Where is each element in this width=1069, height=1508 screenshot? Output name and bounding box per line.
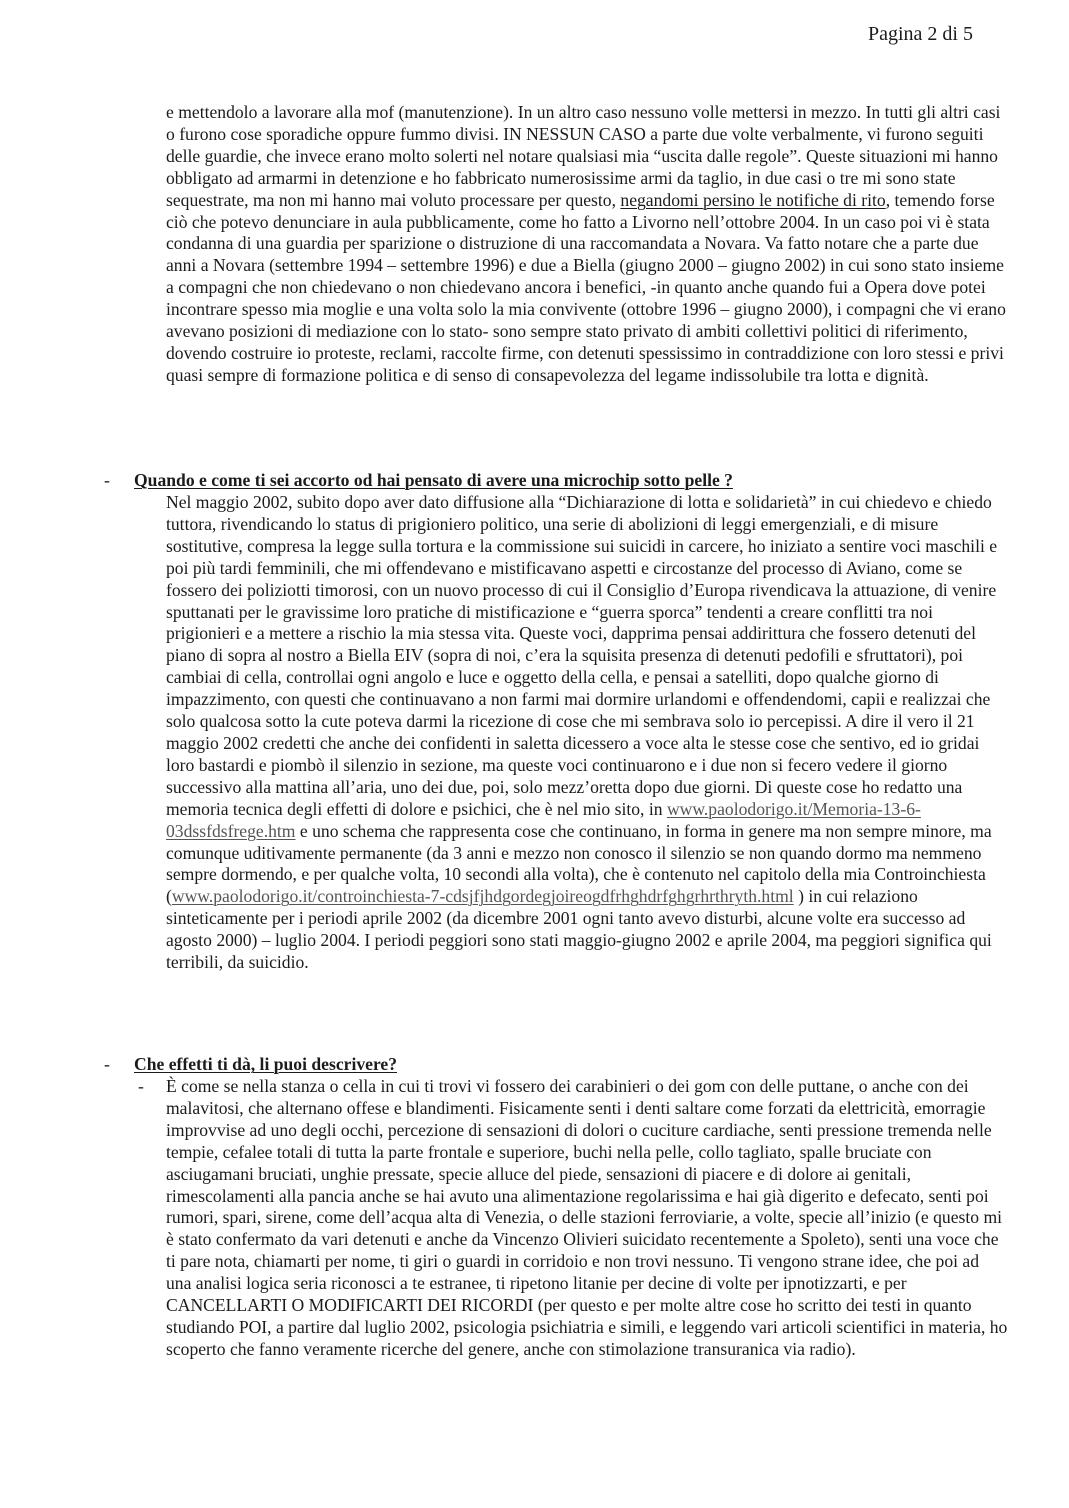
question-2-text: Che effetti ti dà, li puoi descrivere? [134, 1054, 398, 1074]
intro-text-end: , temendo forse ciò che potevo denunciare in aula pubblicamente, come ho fatto a Livorno nell’ottobre 2004. In un caso poi vi è stata condanna di una guardia per sparizione o distruzione di una raccomandata a Novara. Va fatto notare che a parte due anni a Novara (settembre 1994 – settembre 1996) e due a Biella (giugno 2000 – giugno 2002) in cui sono stato insieme a compagni che non chiedevano o non chiedevano ancora i benefici, -in quanto anche quando fui a Opera dove potei incontrare spesso mia moglie e una volta solo la mia convivente (ottobre 1996 – giugno 2000), i compagni che vi erano avevano posizioni di mediazione con lo stato- sono sempre stato privato di ambiti collettivi politici di riferimento, dovendo costruire io proteste, reclami, raccolte firme, con detenuti spessissimo in contraddizione con loro stessi e privi quasi sempre di formazione politica e di senso di consapevolezza del legame indissolubile tra lotta e dignità. [166, 189, 1006, 385]
answer-1-part-2: e uno schema che rappresenta cose che continuano, in forma in genere ma non sempre minore, ma comunque uditivamente permanente (da 3 anni e mezzo non conosco il silenzio se non quando dormo ma nemmeno sempre dormendo, e per qualche volta, 10 secondi alla volta), che è contenuto nel capitolo della mia Controinchiesta ( [166, 820, 992, 907]
answer-1-part-3: ) in cui relaziono sinteticamente per i periodi aprile 2002 (da dicembre 2001 ogni tanto avevo disturbi, alcune volte era successo ad agosto 2000) – luglio 2004. I periodi peggiori sono stati maggio-giugno 2002 e aprile 2004, ma peggiori significa qui terribili, da suicidio. [166, 886, 992, 973]
answer-1-part-1: Nel maggio 2002, subito dopo aver dato diffusione alla “Dichiarazione di lotta e solidarietà” in cui chiedevo e chiedo tuttora, rivendicando lo status di prigioniero politico, una serie di abolizioni di leggi emergenziali, e di misure sostitutive, compresa la legge sulla tortura e la commissione sui suicidi in carcere, ho iniziato a sentire voci maschili e poi più tardi femminili, che mi offendevano e mistificavano aspetti e circostanze del processo di Aviano, come se fossero dei poliziotti timorosi, con un nuovo processo di cui il Consiglio d’Europa rivendicava la attuazione, di venire sputtanati per le gravissime loro pratiche di mistificazione e “guerra sporca” tendenti a creare conflitti tra noi prigionieri e a mettere a rischio la mia stessa vita. Queste voci, dapprima pensai addirittura che fossero detenuti del piano di sopra al nostro a Biella EIV (sopra di noi, c’era la squisita presenza di detenuti pedofili e sfruttatori), poi cambiai di cella, controllai ogni angolo e luce e oggetto della cella, e pensai a satelliti, dopo qualche giorno di impazzimento, con questi che continuavano a non farmi mai dormire urlandomi e offendendomi, capii e realizzai che solo qualcosa sotto la cute poteva darmi la ricezione di cose che mi sembrava solo io percepissi. A dire il vero il 21 maggio 2002 credetti che anche dei confidenti in saletta dicessero a voce alta le stesse cose che sentivo, ed io gridai loro bastardi e piombò il silenzio in sezione, ma queste voci continuarono e i due non si fecero vedere il giorno successivo alla mattina all’aria, uno dei due, poi, solo mezz’oretta dopo due giorni. Di queste cose ho redatto una memoria tecnica degli effetti di dolore e psichici, che è nel mio sito, in [166, 492, 998, 819]
intro-text-start: e mettendolo a lavorare alla mof (manutenzione). In un altro caso nessuno volle mettersi in mezzo. In tutti gli altri casi o furono cose sporadiche oppure fummo divisi. IN NESSUN CASO a parte due volte verbalmente, vi furono seguiti delle guardie, che invece erano molto solerti nel notare qualsiasi mia “uscita dalle regole”. Queste situazioni mi hanno obbligato ad armarmi in detenzione e ho fabbricato numerosissime armi da taglio, in due casi o tre mi sono state sequestrate, ma non mi hanno mai voluto processare per questo, [166, 102, 1001, 210]
question-1-text: Quando e come ti sei accorto od hai pensato di avere una microchip sotto pelle ? [134, 470, 733, 490]
intro-paragraph [166, 102, 1006, 387]
question-1-dash: - [104, 470, 110, 490]
controinchiesta-link[interactable]: www.paolodorigo.it/controinchiesta-7-cdsjfjhdgordegjoireogdfrhghdrfghgrhrthryth.html [171, 886, 794, 907]
page-number: Pagina 2 di 5 [868, 23, 973, 45]
answer-2-dash: - [138, 1076, 144, 1096]
question-2-dash: - [104, 1054, 110, 1074]
intro-underlined-phrase: negandomi persino le notifiche di rito [620, 189, 886, 210]
memoria-link[interactable]: www.paolodorigo.it/Memoria-13-6-03dssfdsfrege.htm [166, 798, 921, 841]
answer-1-paragraph [166, 492, 1006, 974]
answer-2-text: È come se nella stanza o cella in cui ti trovi vi fossero dei carabinieri o dei gom con delle puttane, o anche con dei malavitosi, che alternano offese e blandimenti. Fisicamente senti i denti saltare come forzati da elettricità, emorragie improvvise ad uno degli occhi, percezione di sensazioni di dolori o cuciture cardiache, senti pressione tremenda nelle tempie, cefalee totali di tutta la parte frontale e superiore, buchi nella pelle, collo tagliato, spalle bruciate con asciugamani bruciati, unghie pressate, specie alluce del piede, sensazioni di piacere e di dolore ai genitali, rimescolamenti alla pancia anche se hai avuto una alimentazione regolarissima e hai già digerito e defecato, senti poi rumori, spari, sirene, come dell’acqua alta di Venezia, o delle stazioni ferroviarie, a volte, specie all’inizio (e questo mi è stato confermato da vari detenuti e anche da Vincenzo Olivieri suicidato recentemente a Spoleto), senti una voce che ti pare nota, chiamarti per nome, ti giri o guardi in corridoio e non trovi nessuno. Ti vengono strane idee, che poi ad una analisi logica seria riconosci a te estranee, ti ripetono litanie per decine di volte per ipnotizzarti, e per CANCELLARTI O MODIFICARTI DEI RICORDI (per questo e per molte altre cose ho scritto dei testi in quanto studiando POI, a partire dal luglio 2002, psicologia psichiatria e simili, e leggendo vari articoli scientifici in materia, ho scoperto che fanno veramente ricerche del genere, anche con stimolazione transuranica via radio). [166, 1076, 1008, 1359]
